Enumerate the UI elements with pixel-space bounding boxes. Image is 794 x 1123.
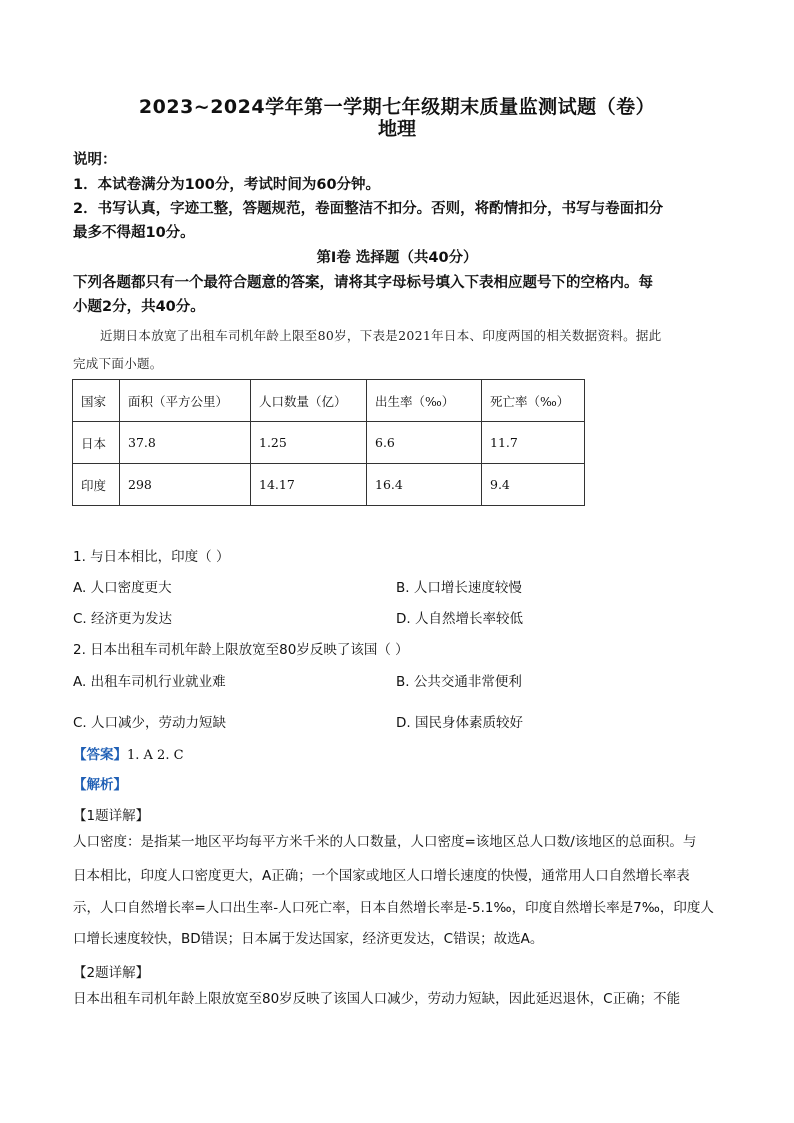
table-row — [73, 464, 585, 506]
table-header-cell: 国家 — [73, 380, 120, 422]
table-cell: 11.7 — [482, 422, 585, 464]
notes-item-2-line-1: 2．书写认真，字迹工整，答题规范，卷面整洁不扣分。否则，将酌情扣分，书写与卷面扣分 — [73, 201, 664, 217]
table-cell: 1.25 — [251, 422, 367, 464]
section-instruction-line-2: 小题2分，共40分。 — [73, 299, 205, 315]
table-row — [73, 422, 585, 464]
question-2-option-d: D. 国民身体素质较好 — [396, 715, 523, 731]
question-1-option-a: A. 人口密度更大 — [73, 580, 172, 596]
question-1-option-c: C. 经济更为发达 — [73, 611, 173, 627]
analysis-q1-line-1: 人口密度：是指某一地区平均每平方米千米的人口数量，人口密度=该地区总人口数/该地区的总面积。与 — [73, 834, 697, 850]
question-1-stem: 1. 与日本相比，印度（ ） — [73, 549, 230, 565]
question-2-option-a: A. 出租车司机行业就业难 — [73, 674, 226, 690]
table-cell: 37.8 — [120, 422, 251, 464]
table-cell: 9.4 — [482, 464, 585, 506]
answer-label: 【答案】 — [73, 747, 127, 763]
section-instruction-line-1: 下列各题都只有一个最符合题意的答案，请将其字母标号填入下表相应题号下的空格内。每 — [73, 275, 653, 291]
question-2-option-c: C. 人口减少，劳动力短缺 — [73, 715, 227, 731]
analysis-q1-line-4: 口增长速度较快，BD错误；日本属于发达国家，经济更发达，C错误；故选A。 — [73, 931, 544, 947]
table-cell: 6.6 — [367, 422, 482, 464]
notes-item-1: 1．本试卷满分为100分，考试时间为60分钟。 — [73, 177, 381, 193]
analysis-q1-line-2: 日本相比，印度人口密度更大，A正确；一个国家或地区人口增长速度的快慢，通常用人口自然增长率表 — [73, 868, 690, 884]
section-title: 第Ⅰ卷 选择题（共40分） — [316, 250, 478, 266]
table-header-row — [73, 380, 585, 422]
table-header-cell: 死亡率（‰） — [482, 380, 585, 422]
analysis-q1-label: 【1题详解】 — [73, 808, 150, 824]
table-cell: 日本 — [73, 422, 120, 464]
data-table — [72, 379, 585, 506]
passage-line-2: 完成下面小题。 — [73, 356, 163, 371]
table-header-cell: 面积（平方公里） — [120, 380, 251, 422]
subject-title: 地理 — [377, 118, 416, 140]
table-cell: 298 — [120, 464, 251, 506]
question-1-option-b: B. 人口增长速度较慢 — [396, 580, 522, 596]
table-cell: 16.4 — [367, 464, 482, 506]
analysis-q2-line-1: 日本出租车司机年龄上限放宽至80岁反映了该国人口减少，劳动力短缺，因此延迟退休，C正确；不能 — [73, 991, 681, 1007]
answer-text: 1. A 2. C — [127, 748, 184, 763]
table-cell: 印度 — [73, 464, 120, 506]
notes-heading: 说明： — [73, 152, 117, 168]
analysis-q1-line-3: 示，人口自然增长率=人口出生率-人口死亡率，日本自然增长率是-5.1‰，印度自然增长率是7‰，印度人 — [73, 900, 714, 916]
table-cell: 14.17 — [251, 464, 367, 506]
notes-item-2-line-2: 最多不得超10分。 — [73, 225, 195, 241]
analysis-q2-label: 【2题详解】 — [73, 965, 150, 981]
table-header-cell: 人口数量（亿） — [251, 380, 367, 422]
question-1-option-d: D. 人自然增长率较低 — [396, 611, 523, 627]
passage-line-1: 近期日本放宽了出租车司机年龄上限至80岁，下表是2021年日本、印度两国的相关数据资料。据此 — [100, 328, 662, 343]
page-title: 2023~2024学年第一学期七年级期末质量监测试题（卷） — [138, 96, 656, 118]
analysis-label: 【解析】 — [73, 777, 127, 793]
question-2-option-b: B. 公共交通非常便利 — [396, 674, 522, 690]
table-header-cell: 出生率（‰） — [367, 380, 482, 422]
question-2-stem: 2. 日本出租车司机年龄上限放宽至80岁反映了该国（ ） — [73, 642, 409, 658]
answer-row — [73, 743, 184, 763]
